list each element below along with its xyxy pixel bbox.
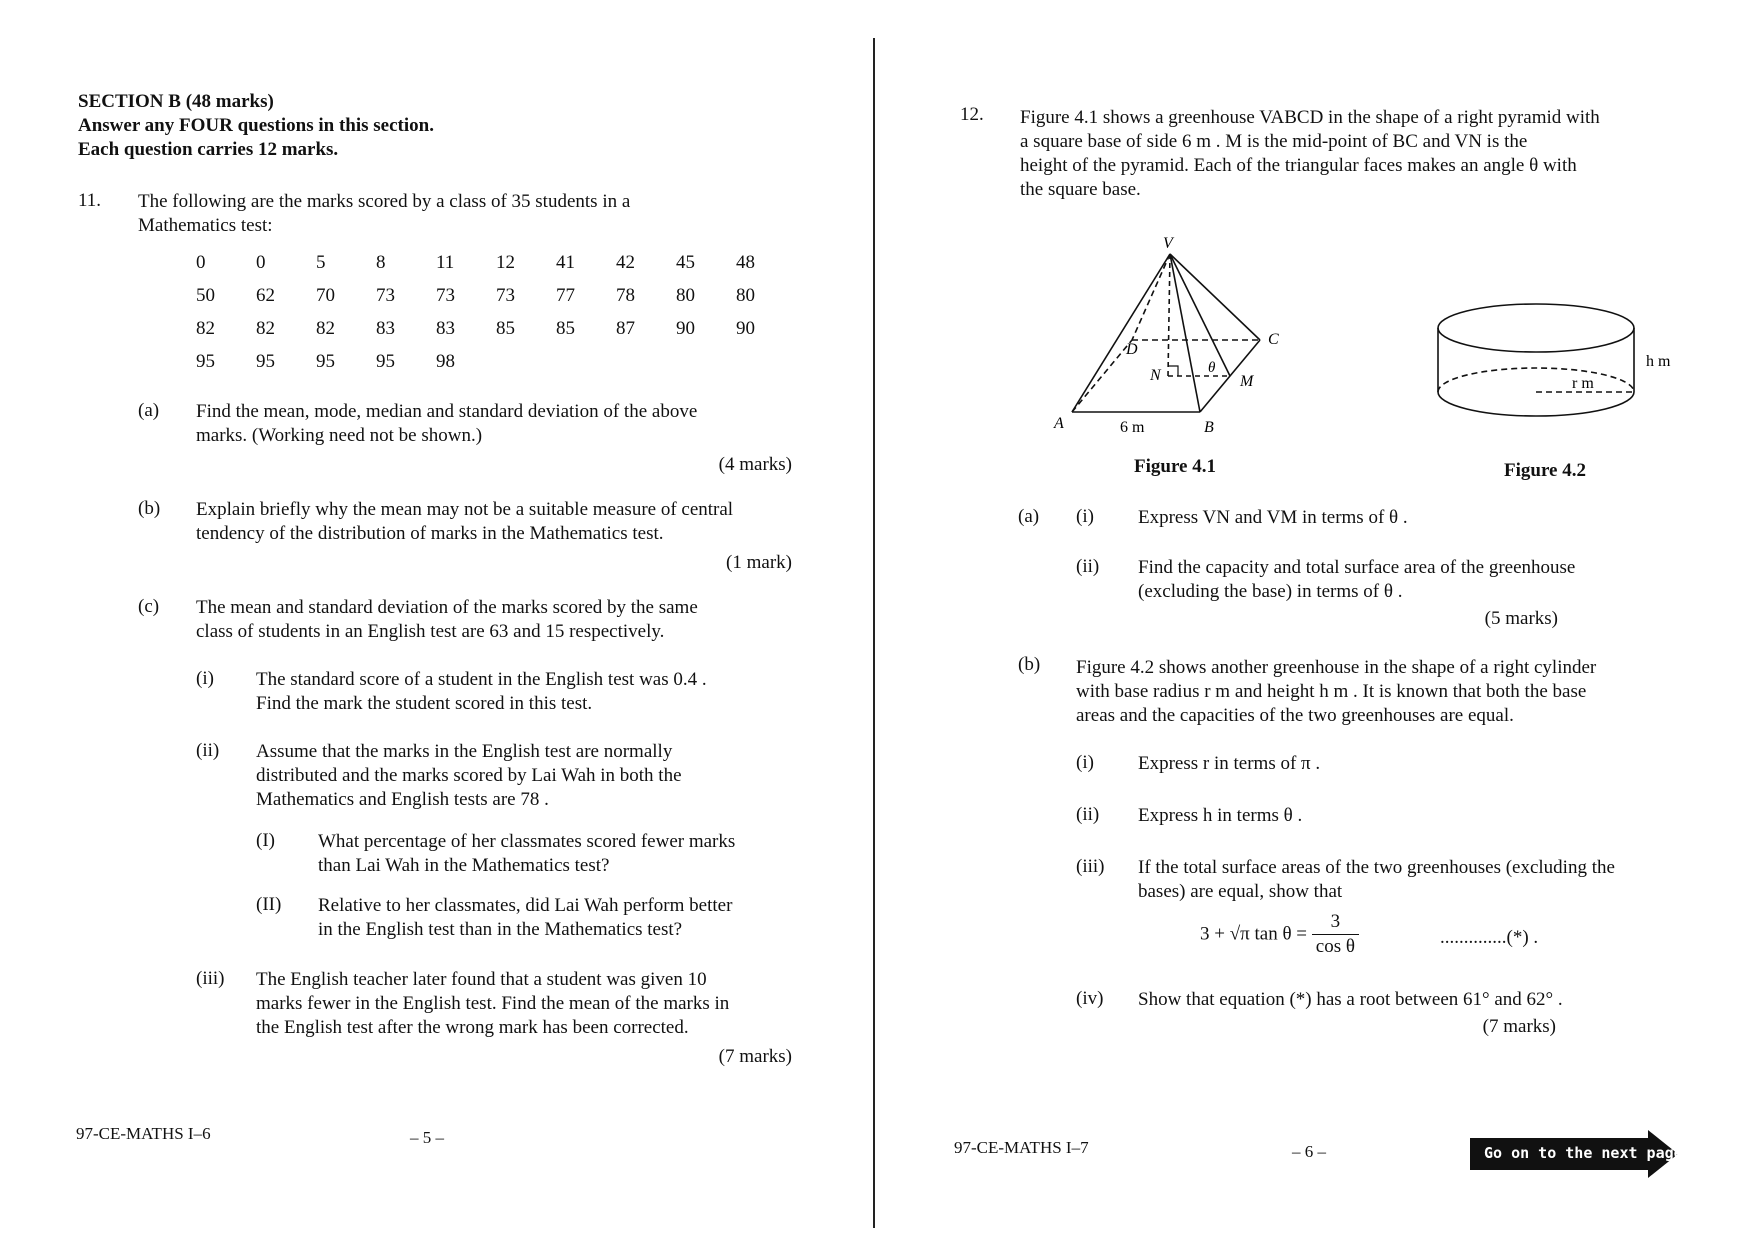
table-cell: 80 (736, 285, 755, 306)
question-text: height of the pyramid. Each of the triangular faces makes an angle θ with (1020, 155, 1577, 176)
table-row (196, 285, 796, 318)
subsubpart-label: (II) (256, 894, 282, 915)
cylinder-figure (1436, 300, 1686, 430)
figure-caption: Figure 4.2 (1504, 460, 1586, 481)
subsubpart-text: Relative to her classmates, did Lai Wah perform better (318, 895, 733, 916)
marks-allocation: (5 marks) (1484, 608, 1558, 629)
vertex-label-d: D (1126, 341, 1138, 358)
subpart-text: Show that equation (*) has a root between 61° and 62° . (1138, 989, 1563, 1010)
table-cell: 83 (376, 318, 395, 339)
subpart-label: (iv) (1076, 988, 1104, 1009)
question-text: The following are the marks scored by a class of 35 students in a (138, 191, 631, 212)
marks-allocation: (1 mark) (726, 552, 792, 573)
question-text: the square base. (1020, 179, 1141, 200)
table-cell (616, 351, 676, 384)
subpart-text: Express VN and VM in terms of θ . (1138, 507, 1408, 528)
equation-lhs: 3 + √π tan θ = (1200, 923, 1308, 945)
right-page (880, 0, 1760, 1240)
marks-allocation: (7 marks) (1482, 1016, 1556, 1037)
part-text: with base radius r m and height h m . It is known that both the base (1076, 681, 1587, 702)
vertex-label-v: V (1163, 235, 1173, 252)
table-cell: 0 (256, 252, 266, 273)
marks-allocation: (4 marks) (718, 454, 792, 475)
subpart-label: (iii) (196, 968, 225, 989)
subpart-text: (excluding the base) in terms of θ . (1138, 581, 1403, 602)
subpart-text: The standard score of a student in the English test was 0.4 . (256, 669, 707, 690)
table-cell (676, 351, 736, 384)
subpart-label: (ii) (1076, 556, 1100, 577)
marks-table (196, 252, 796, 384)
part-label: (a) (138, 400, 160, 421)
subpart-text: If the total surface areas of the two greenhouses (excluding the (1138, 857, 1615, 878)
table-row (196, 252, 796, 285)
table-cell: 95 (316, 351, 335, 372)
equation-fraction (1312, 910, 1359, 959)
subpart-text: Express h in terms θ . (1138, 805, 1303, 826)
subsubpart-text: in the English test than in the Mathematics test? (318, 919, 683, 940)
table-cell: 41 (556, 252, 575, 273)
subpart-text: Mathematics and English tests are 78 . (256, 789, 549, 810)
table-cell: 8 (376, 252, 386, 273)
subpart-text: Find the mark the student scored in this test. (256, 693, 593, 714)
vertex-label-c: C (1268, 331, 1279, 348)
table-cell: 85 (496, 318, 515, 339)
footer-page-number: – 6 – (1292, 1142, 1326, 1161)
subpart-text: The English teacher later found that a student was given 10 (256, 969, 707, 990)
pyramid-figure (1050, 228, 1310, 448)
table-cell: 11 (436, 252, 455, 273)
table-cell: 95 (376, 351, 395, 372)
table-cell: 42 (616, 252, 635, 273)
table-cell (496, 351, 556, 384)
table-cell: 87 (616, 318, 635, 339)
table-cell: 73 (376, 285, 395, 306)
marks-allocation: (7 marks) (718, 1046, 792, 1067)
table-cell: 90 (736, 318, 755, 339)
table-cell: 90 (676, 318, 695, 339)
subpart-text: distributed and the marks scored by Lai Wah in both the (256, 765, 682, 786)
vertex-label-a: A (1054, 415, 1064, 432)
part-label: (b) (1018, 654, 1041, 675)
table-cell: 48 (736, 252, 755, 273)
table-cell: 77 (556, 285, 575, 306)
subpart-text: the English test after the wrong mark has been corrected. (256, 1017, 689, 1038)
equation (1200, 910, 1359, 959)
equation-denominator: cos θ (1315, 936, 1355, 957)
subpart-label: (iii) (1076, 856, 1105, 877)
table-cell: 82 (256, 318, 275, 339)
part-text: tendency of the distribution of marks in the Mathematics test. (196, 523, 664, 544)
section-instruction: Each question carries 12 marks. (78, 139, 339, 160)
figure-caption: Figure 4.1 (1134, 456, 1216, 477)
table-cell: 85 (556, 318, 575, 339)
table-cell: 80 (676, 285, 695, 306)
question-text: Mathematics test: (138, 215, 273, 236)
table-cell: 82 (196, 318, 215, 339)
height-label: h m (1646, 353, 1671, 370)
subpart-label: (i) (1076, 506, 1094, 527)
subpart-label: (ii) (196, 740, 220, 761)
part-text: marks. (Working need not be shown.) (196, 425, 483, 446)
question-number: 11. (78, 190, 102, 211)
vertex-label-n: N (1150, 367, 1161, 384)
subsubpart-label: (I) (256, 830, 275, 851)
table-cell: 45 (676, 252, 695, 273)
question-text: Figure 4.1 shows a greenhouse VABCD in the shape of a right pyramid with (1020, 107, 1600, 128)
vertex-label-b: B (1204, 419, 1214, 436)
subsubpart-text: than Lai Wah in the Mathematics test? (318, 855, 610, 876)
subsubpart-text: What percentage of her classmates scored fewer marks (318, 831, 736, 852)
footer-page-number: – 5 – (410, 1128, 444, 1147)
subpart-label: (i) (1076, 752, 1094, 773)
side-length-label: 6 m (1120, 419, 1145, 436)
subpart-text: bases) are equal, show that (1138, 881, 1343, 902)
table-cell: 95 (196, 351, 215, 372)
table-cell: 62 (256, 285, 275, 306)
page-divider (873, 38, 875, 1228)
vertex-label-m: M (1240, 373, 1254, 390)
left-page (0, 0, 870, 1240)
section-title: SECTION B (48 marks) (78, 91, 274, 112)
question-number: 12. (960, 104, 984, 125)
table-cell: 5 (316, 252, 326, 273)
table-cell: 78 (616, 285, 635, 306)
part-text: Find the mean, mode, median and standard deviation of the above (196, 401, 698, 422)
table-cell: 98 (436, 351, 455, 372)
part-label: (b) (138, 498, 161, 519)
next-page-arrow (1470, 1130, 1686, 1183)
part-label: (c) (138, 596, 160, 617)
subpart-label: (i) (196, 668, 214, 689)
equation-tag: ..............(*) . (1440, 927, 1539, 948)
part-text: areas and the capacities of the two greenhouses are equal. (1076, 705, 1514, 726)
part-text: Figure 4.2 shows another greenhouse in the shape of a right cylinder (1076, 657, 1597, 678)
table-cell (556, 351, 616, 384)
subpart-text: marks fewer in the English test. Find the mean of the marks in (256, 993, 730, 1014)
table-row (196, 318, 796, 351)
part-text: Explain briefly why the mean may not be a suitable measure of central (196, 499, 734, 520)
question-text: a square base of side 6 m . M is the mid-point of BC and VN is the (1020, 131, 1528, 152)
table-cell: 12 (496, 252, 515, 273)
subpart-text: Assume that the marks in the English test are normally (256, 741, 673, 762)
table-cell: 82 (316, 318, 335, 339)
section-instruction: Answer any FOUR questions in this section. (78, 115, 434, 136)
subpart-text: Find the capacity and total surface area of the greenhouse (1138, 557, 1576, 578)
table-cell (736, 351, 796, 384)
radius-label: r m (1572, 375, 1594, 392)
next-page-label: Go on to the next page (1484, 1144, 1683, 1162)
table-cell: 83 (436, 318, 455, 339)
part-text: class of students in an English test are 63 and 15 respectively. (196, 621, 665, 642)
angle-label-theta: θ (1208, 360, 1216, 376)
part-label: (a) (1018, 506, 1040, 527)
footer-code: 97-CE-MATHS I–7 (954, 1138, 1089, 1157)
footer-code: 97-CE-MATHS I–6 (76, 1124, 211, 1143)
table-cell: 95 (256, 351, 275, 372)
table-cell: 73 (496, 285, 515, 306)
table-cell: 73 (436, 285, 455, 306)
subpart-text: Express r in terms of π . (1138, 753, 1321, 774)
table-row (196, 351, 796, 384)
subpart-label: (ii) (1076, 804, 1100, 825)
table-cell: 70 (316, 285, 335, 306)
part-text: The mean and standard deviation of the marks scored by the same (196, 597, 698, 618)
table-cell: 0 (196, 252, 206, 273)
equation-numerator: 3 (1312, 910, 1359, 935)
table-cell: 50 (196, 285, 215, 306)
